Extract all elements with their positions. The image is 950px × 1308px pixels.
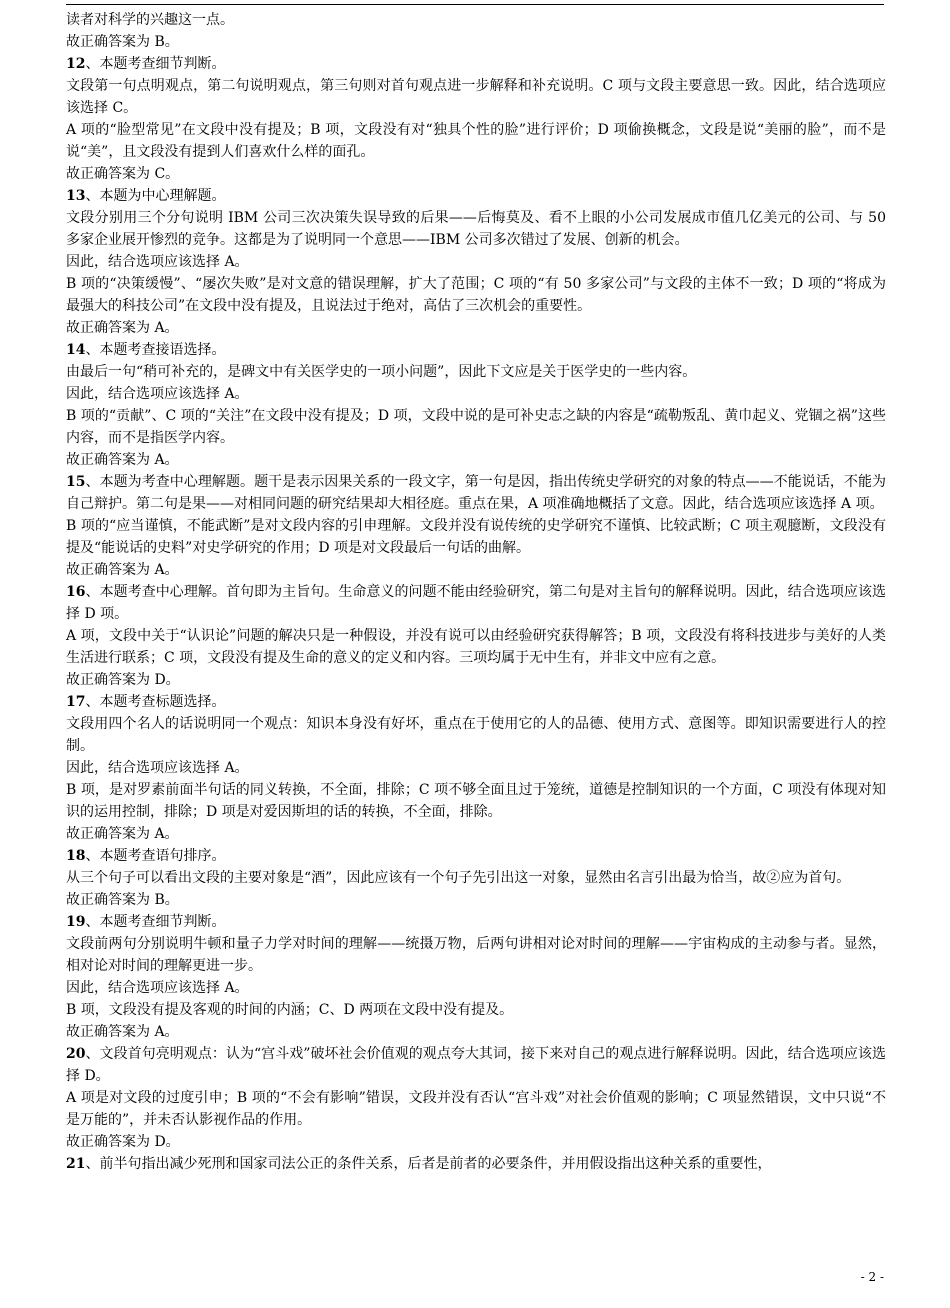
question-heading xyxy=(66,339,886,361)
paragraph xyxy=(66,823,886,845)
paragraph-text: 、本题考查语句排序。 xyxy=(85,848,226,864)
paragraph xyxy=(66,251,886,273)
paragraph-text: 、本题为中心理解题。 xyxy=(85,188,226,204)
paragraph-text: B 项的“应当谨慎，不能武断”是对文段内容的引申理解。文段并没有说传统的史学研究不谨慎、比较武断；C 项主观臆断，文段没有提及“能说话的史料”对史学研究的作用；D 项是对文段最后一句话的曲解。 xyxy=(66,518,886,556)
paragraph xyxy=(66,119,886,163)
paragraph xyxy=(66,867,886,889)
paragraph-text: 读者对科学的兴趣这一点。 xyxy=(66,12,234,28)
paragraph-text: 故正确答案为 D。 xyxy=(66,1134,180,1150)
paragraph-text: 、本题考查中心理解。首句即为主旨句。生命意义的问题不能由经验研究，第二句是对主旨句的解释说明。因此，结合选项应该选择 D 项。 xyxy=(66,584,886,622)
paragraph-text: A 项是对文段的过度引申；B 项的“不会有影响”错误，文段并没有否认“宫斗戏”对社会价值观的影响；C 项显然错误，文中只说“不是万能的”，并未否认影视作品的作用。 xyxy=(66,1090,886,1128)
paragraph xyxy=(66,713,886,757)
paragraph-text: 故正确答案为 A。 xyxy=(66,1024,179,1040)
paragraph xyxy=(66,31,886,53)
paragraph-text: 、本题考查细节判断。 xyxy=(85,56,226,72)
paragraph-text: 因此，结合选项应该选择 A。 xyxy=(66,980,249,996)
question-heading xyxy=(66,691,886,713)
paragraph xyxy=(66,361,886,383)
paragraph-text: 故正确答案为 A。 xyxy=(66,562,179,578)
question-heading xyxy=(66,581,886,625)
page-number: - 2 - xyxy=(860,1270,884,1284)
paragraph-text: 、本题为考查中心理解题。题干是表示因果关系的一段文字，第一句是因，指出传统史学研究的对象的特点——不能说话，不能为自己辩护。第二句是果——对相同问题的研究结果却大相径庭。重点在果，A 项准确地概括了文意。因此，结合选项应该选择 A 项。 xyxy=(66,474,886,512)
question-heading xyxy=(66,911,886,933)
paragraph-text: 、本题考查标题选择。 xyxy=(85,694,226,710)
question-number: 20 xyxy=(66,1046,86,1062)
paragraph-text: 文段第一句点明观点，第二句说明观点，第三句则对首句观点进一步解释和补充说明。C 项与文段主要意思一致。因此，结合选项应该选择 C。 xyxy=(66,78,886,116)
top-rule xyxy=(66,4,884,5)
question-number: 16 xyxy=(66,584,86,600)
paragraph xyxy=(66,75,886,119)
question-number: 15 xyxy=(66,474,86,490)
paragraph-text: B 项，是对罗素前面半句话的同义转换，不全面，排除；C 项不够全面且过于笼统，道德是控制知识的一个方面，C 项没有体现对知识的运用控制，排除；D 项是对爱因斯坦的话的转换，不全面，排除。 xyxy=(66,782,886,820)
paragraph xyxy=(66,273,886,317)
paragraph xyxy=(66,757,886,779)
paragraph-text: 、文段首句亮明观点：认为“宫斗戏”破坏社会价值观的观点夸大其词，接下来对自己的观点进行解释说明。因此，结合选项应该选择 D。 xyxy=(66,1046,886,1084)
paragraph-text: B 项的“决策缓慢”、“屡次失败”是对文意的错误理解，扩大了范围；C 项的“有 50 多家公司”与文段的主体不一致；D 项的“将成为最强大的科技公司”在文段中没有提及，且说法过于绝对，高估了三次机会的重要性。 xyxy=(66,276,886,314)
paragraph-text: 因此，结合选项应该选择 A。 xyxy=(66,760,249,776)
paragraph-text: 故正确答案为 B。 xyxy=(66,34,179,50)
paragraph-text: B 项的“贡献”、C 项的“关注”在文段中没有提及；D 项，文段中说的是可补史志之缺的内容是“疏勒叛乱、黄巾起义、党锢之祸”这些内容，而不是指医学内容。 xyxy=(66,408,886,446)
paragraph-text: A 项，文段中关于“认识论”问题的解决只是一种假设，并没有说可以由经验研究获得解答；B 项，文段没有将科技进步与美好的人类生活进行联系；C 项，文段没有提及生命的意义的定义和内容。三项均属于无中生有，并非文中应有之意。 xyxy=(66,628,886,666)
paragraph xyxy=(66,9,886,31)
question-number: 19 xyxy=(66,914,86,930)
paragraph xyxy=(66,449,886,471)
paragraph-text: 故正确答案为 D。 xyxy=(66,672,180,688)
paragraph-text: A 项的“脸型常见”在文段中没有提及；B 项，文段没有对“独具个性的脸”进行评价；D 项偷换概念，文段是说“美丽的脸”，而不是说“美”，且文段没有提到人们喜欢什么样的面孔。 xyxy=(66,122,886,160)
paragraph xyxy=(66,779,886,823)
question-heading xyxy=(66,53,886,75)
question-heading xyxy=(66,1043,886,1087)
paragraph xyxy=(66,1021,886,1043)
paragraph xyxy=(66,515,886,559)
paragraph xyxy=(66,383,886,405)
question-heading xyxy=(66,1153,886,1175)
question-heading xyxy=(66,845,886,867)
paragraph xyxy=(66,207,886,251)
paragraph-text: 故正确答案为 A。 xyxy=(66,826,179,842)
paragraph-text: 文段用四个名人的话说明同一个观点：知识本身没有好坏，重点在于使用它的人的品德、使用方式、意图等。即知识需要进行人的控制。 xyxy=(66,716,886,754)
paragraph-text: 、本题考查细节判断。 xyxy=(85,914,226,930)
question-number: 14 xyxy=(66,342,86,358)
paragraph xyxy=(66,1131,886,1153)
paragraph xyxy=(66,317,886,339)
paragraph-text: B 项，文段没有提及客观的时间的内涵；C、D 两项在文段中没有提及。 xyxy=(66,1002,514,1018)
document-body xyxy=(66,9,886,1175)
paragraph-text: 、本题考查接语选择。 xyxy=(85,342,226,358)
paragraph xyxy=(66,999,886,1021)
paragraph xyxy=(66,977,886,999)
paragraph xyxy=(66,163,886,185)
paragraph-text: 故正确答案为 C。 xyxy=(66,166,180,182)
paragraph xyxy=(66,559,886,581)
paragraph-text: 文段分别用三个分句说明 IBM 公司三次决策失误导致的后果——后悔莫及、看不上眼的小公司发展成市值几亿美元的公司、与 50 多家企业展开惨烈的竞争。这都是为了说明同一个意思——IBM 公司多次错过了发展、创新的机会。 xyxy=(66,210,886,248)
paragraph-text: 由最后一句“稍可补充的，是碑文中有关医学史的一项小问题”，因此下文应是关于医学史的一些内容。 xyxy=(66,364,697,380)
paragraph-text: 故正确答案为 B。 xyxy=(66,892,179,908)
paragraph-text: 故正确答案为 A。 xyxy=(66,452,179,468)
paragraph-text: 、前半句指出减少死刑和国家司法公正的条件关系，后者是前者的必要条件，并用假设指出这种关系的重要性， xyxy=(85,1156,772,1172)
paragraph xyxy=(66,889,886,911)
paragraph-text: 因此，结合选项应该选择 A。 xyxy=(66,254,249,270)
paragraph xyxy=(66,933,886,977)
paragraph xyxy=(66,625,886,669)
paragraph-text: 故正确答案为 A。 xyxy=(66,320,179,336)
paragraph xyxy=(66,1087,886,1131)
paragraph-text: 文段前两句分别说明牛顿和量子力学对时间的理解——统摄万物，后两句讲相对论对时间的理解——宇宙构成的主动参与者。显然，相对论对时间的理解更进一步。 xyxy=(66,936,886,974)
question-number: 18 xyxy=(66,848,86,864)
question-number: 17 xyxy=(66,694,86,710)
paragraph xyxy=(66,669,886,691)
paragraph xyxy=(66,405,886,449)
paragraph-text: 因此，结合选项应该选择 A。 xyxy=(66,386,249,402)
question-number: 12 xyxy=(66,56,86,72)
question-number: 21 xyxy=(66,1156,86,1172)
question-heading xyxy=(66,185,886,207)
question-number: 13 xyxy=(66,188,86,204)
question-heading xyxy=(66,471,886,515)
paragraph-text: 从三个句子可以看出文段的主要对象是“酒”，因此应该有一个句子先引出这一对象，显然由名言引出最为恰当，故②应为首句。 xyxy=(66,870,851,886)
